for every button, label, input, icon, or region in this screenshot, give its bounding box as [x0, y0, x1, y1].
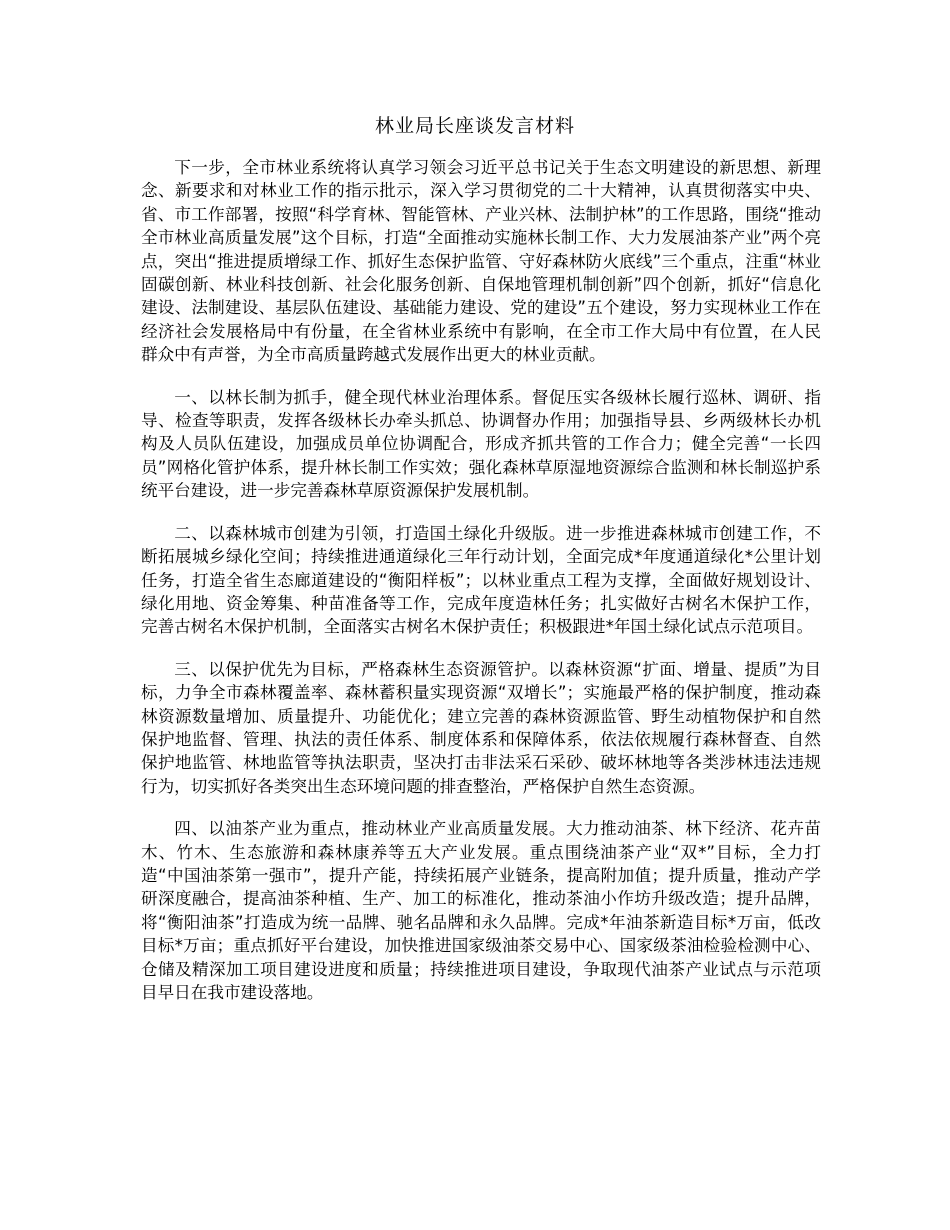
paragraph-forest-city: 二、以森林城市创建为引领，打造国土绿化升级版。进一步推进森林城市创建工作，不断拓展城乡绿化空间；持续推进通道绿化三年行动计划，全面完成*年度通道绿化*公里计划任务，打造全省生态廊道建设的“衡阳样板”；以林业重点工程为支撑，全面做好规划设计、绿化用地、资金筹集、种苗准备等工作，完成年度造林任务；扎实做好古树名木保护工作，完善古树名木保护机制，全面落实古树名木保护责任；积极跟进*年国土绿化试点示范项目。 — [141, 523, 821, 637]
paragraph-intro: 下一步，全市林业系统将认真学习领会习近平总书记关于生态文明建设的新思想、新理念、新要求和对林业工作的指示批示，深入学习贯彻党的二十大精神，认真贯彻落实中央、省、市工作部署，按照“科学育林、智能管林、产业兴林、法制护林”的工作思路，围绕“推动全市林业高质量发展”这个目标，打造“全面推动实施林长制工作、大力发展油茶产业”两个亮点，突出“推进提质增绿工作、抓好生态保护监管、守好森林防火底线”三个重点，注重“林业固碳创新、林业科技创新、社会化服务创新、自保地管理机制创新”四个创新，抓好“信息化建设、法制建设、基层队伍建设、基础能力建设、党的建设”五个建设，努力实现林业工作在经济社会发展格局中有份量，在全省林业系统中有影响，在全市工作大局中有位置，在人民群众中有声誉，为全市高质量跨越式发展作出更大的林业贡献。 — [141, 158, 821, 365]
document-body — [141, 156, 821, 1023]
paragraph-forest-chief-system: 一、以林长制为抓手，健全现代林业治理体系。督促压实各级林长履行巡林、调研、指导、检查等职责，发挥各级林长办牵头抓总、协调督办作用；加强指导县、乡两级林长办机构及人员队伍建设，加强成员单位协调配合，形成齐抓共管的工作合力；健全完善“一长四员”网格化管护体系，提升林长制工作实效；强化森林草原湿地资源综合监测和林长制巡护系统平台建设，进一步完善森林草原资源保护发展机制。 — [141, 387, 821, 501]
paragraph-resource-protection: 三、以保护优先为目标，严格森林生态资源管护。以森林资源“扩面、增量、提质”为目标，力争全市森林覆盖率、森林蓄积量实现资源“双增长”；实施最严格的保护制度，推动森林资源数量增加、质量提升、功能优化；建立完善的森林资源监管、野生动植物保护和自然保护地监督、管理、执法的责任体系、制度体系和保障体系，依法依规履行森林督查、自然保护地监管、林地监管等执法职责，坚决打击非法采石采砂、破坏林地等各类涉林违法违规行为，切实抓好各类突出生态环境问题的排查整治，严格保护自然生态资源。 — [141, 659, 821, 796]
paragraph-camellia-oil-industry: 四、以油茶产业为重点，推动林业产业高质量发展。大力推动油茶、林下经济、花卉苗木、竹木、生态旅游和森林康养等五大产业发展。重点围绕油茶产业“双*”目标，全力打造“中国油茶第一强市”，提升产能，持续拓展产业链条，提高附加值；提升质量，推动产学研深度融合，提高油茶种植、生产、加工的标准化，推动茶油小作坊升级改造；提升品牌，将“衡阳油茶”打造成为统一品牌、驰名品牌和永久品牌。完成*年油茶新造目标*万亩，低改目标*万亩；重点抓好平台建设，加快推进国家级油茶交易中心、国家级茶油检验检测中心、仓储及精深加工项目建设进度和质量；持续推进项目建设，争取现代油茶产业试点与示范项目早日在我市建设落地。 — [141, 819, 821, 1002]
document-title: 林业局长座谈发言材料 — [374, 115, 575, 137]
